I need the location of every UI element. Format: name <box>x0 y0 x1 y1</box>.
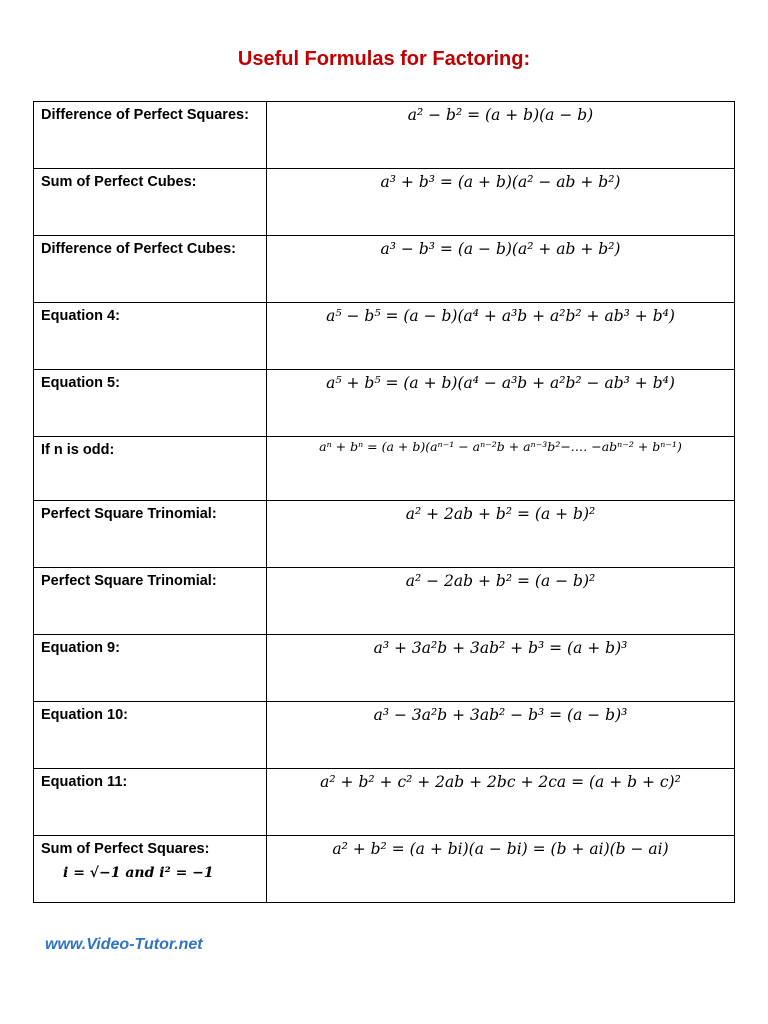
row-formula: a³ − b³ = (a − b)(a² + ab + b²) <box>380 240 621 258</box>
row-label-cell <box>34 769 267 836</box>
row-formula-cell <box>267 102 735 169</box>
row-label-cell <box>34 437 267 501</box>
row-formula-cell <box>267 437 735 501</box>
row-label-cell <box>34 370 267 437</box>
website-link[interactable]: www.Video-Tutor.net <box>45 936 203 953</box>
row-formula-cell <box>267 836 735 903</box>
row-formula-cell <box>267 169 735 236</box>
row-label-cell <box>34 568 267 635</box>
row-label: Equation 5: <box>41 375 120 391</box>
table-row <box>34 568 735 635</box>
row-formula: a⁵ − b⁵ = (a − b)(a⁴ + a³b + a²b² + ab³ + b⁴) <box>326 307 675 325</box>
table-row <box>34 635 735 702</box>
table-row <box>34 501 735 568</box>
row-label: Equation 4: <box>41 308 120 324</box>
row-label-cell <box>34 303 267 370</box>
row-formula: a³ + 3a²b + 3ab² + b³ = (a + b)³ <box>373 639 628 657</box>
row-formula: a³ − 3a²b + 3ab² − b³ = (a − b)³ <box>373 706 628 724</box>
table-row <box>34 169 735 236</box>
table-row <box>34 769 735 836</box>
row-formula-cell <box>267 769 735 836</box>
row-label: If n is odd: <box>41 442 115 458</box>
row-label: Perfect Square Trinomial: <box>41 573 217 589</box>
row-sublabel: i = √−1 and i² = −1 <box>63 865 214 881</box>
row-formula: aⁿ + bⁿ = (a + b)(aⁿ⁻¹ − aⁿ⁻²b + aⁿ⁻³b²−.… −abⁿ⁻² + bⁿ⁻¹) <box>319 439 682 454</box>
table-row <box>34 437 735 501</box>
row-formula: a² + 2ab + b² = (a + b)² <box>405 505 596 523</box>
row-label-cell <box>34 836 267 903</box>
row-formula-cell <box>267 501 735 568</box>
row-label: Sum of Perfect Squares: <box>41 841 210 857</box>
table-row <box>34 836 735 903</box>
row-label: Perfect Square Trinomial: <box>41 506 217 522</box>
row-formula-cell <box>267 303 735 370</box>
row-label-cell <box>34 102 267 169</box>
table-row <box>34 370 735 437</box>
row-label: Equation 10: <box>41 707 129 723</box>
row-label: Equation 11: <box>41 774 128 790</box>
row-label-cell <box>34 501 267 568</box>
row-label-cell <box>34 236 267 303</box>
row-formula-cell <box>267 702 735 769</box>
row-label-cell <box>34 169 267 236</box>
table-row <box>34 702 735 769</box>
row-formula: a² − b² = (a + b)(a − b) <box>407 106 594 124</box>
page-title: Useful Formulas for Factoring: <box>237 48 531 70</box>
row-formula: a² + b² + c² + 2ab + 2bc + 2ca = (a + b + c)² <box>320 773 681 791</box>
row-label-cell <box>34 702 267 769</box>
row-formula: a² − 2ab + b² = (a − b)² <box>405 572 596 590</box>
row-formula: a⁵ + b⁵ = (a + b)(a⁴ − a³b + a²b² − ab³ + b⁴) <box>326 374 675 392</box>
formula-table <box>33 101 735 903</box>
row-label-cell <box>34 635 267 702</box>
table-row <box>34 102 735 169</box>
row-formula-cell <box>267 635 735 702</box>
table-row <box>34 236 735 303</box>
row-label: Sum of Perfect Cubes: <box>41 174 197 190</box>
row-formula-cell <box>267 370 735 437</box>
row-formula-cell <box>267 236 735 303</box>
row-formula: a² + b² = (a + bi)(a − bi) = (b + ai)(b − ai) <box>332 840 669 858</box>
row-label: Equation 9: <box>41 640 120 656</box>
row-formula-cell <box>267 568 735 635</box>
table-row <box>34 303 735 370</box>
row-formula: a³ + b³ = (a + b)(a² − ab + b²) <box>380 173 621 191</box>
row-label: Difference of Perfect Squares: <box>41 107 249 123</box>
row-label: Difference of Perfect Cubes: <box>41 241 236 257</box>
